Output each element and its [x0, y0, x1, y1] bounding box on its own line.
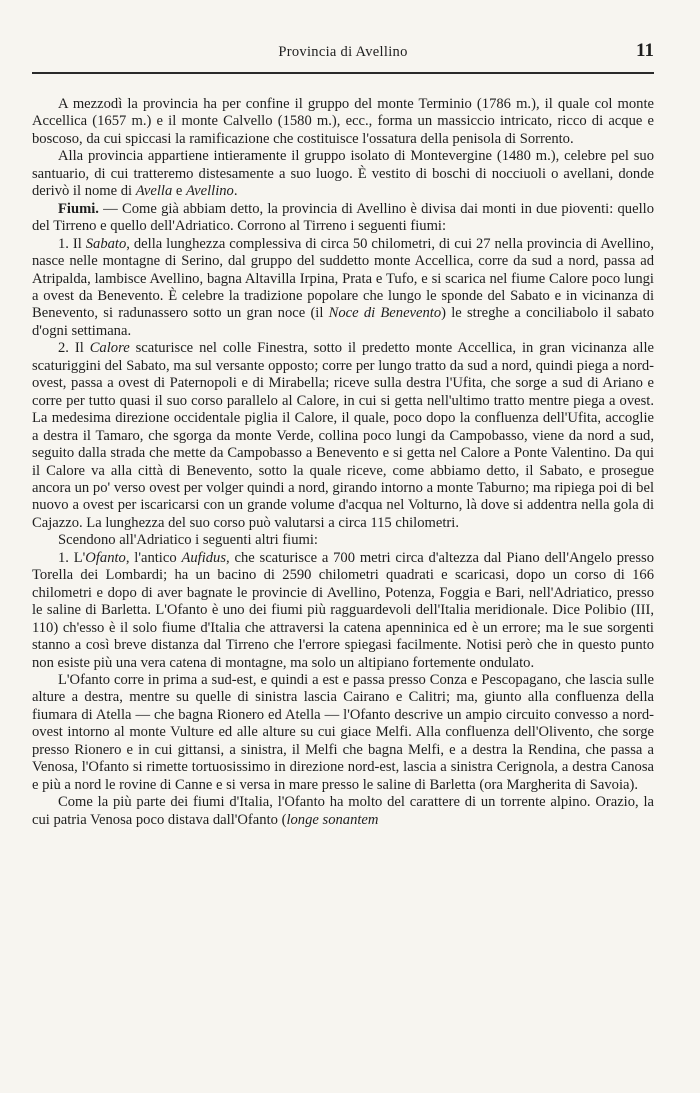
paragraph-text: 1. L' — [58, 549, 86, 566]
italic-term: Avellino — [186, 183, 234, 200]
paragraph-text: A mezzodì la provincia ha per confine il gruppo del monte Terminio (1786 m.), il quale col monte Accellica (1657 m.) e il monte Calvello (1580 m.), ecc., forma un massiccio intricato, ricco di acque e boscoso, da cui spiccasi la ramificazione che costituisce l'ossatura della penisola di Sorrento. — [32, 96, 654, 147]
italic-term: Aufidus — [181, 549, 227, 566]
page-body — [32, 96, 654, 829]
running-title: Provincia di Avellino — [278, 44, 408, 60]
paragraph-text: 2. Il — [58, 340, 90, 357]
paragraph-text: . — [233, 183, 238, 200]
italic-term: Calore — [89, 340, 130, 357]
paragraph-text: ) le streghe a conciliabolo il sabato d'ogni settimana. — [32, 305, 654, 339]
paragraph-text: Alla provincia appartiene intieramente il gruppo isolato di Montevergine (1480 m.), celebre pel suo santuario, di cui tratteremo distesamente a suo luogo. È vestito di boschi di nocciuoli o avellani, donde derivò il nome di — [32, 148, 654, 200]
paragraph-text: , l'antico — [125, 549, 182, 566]
italic-term: longe sonantem — [286, 811, 379, 828]
italic-term: Avella — [135, 183, 173, 200]
paragraph-montevergine — [32, 148, 654, 200]
paragraph-adriatico — [32, 532, 654, 549]
paragraph-fiumi — [32, 201, 654, 236]
paragraph-text: 1. Il — [58, 235, 86, 252]
paragraph-sabato — [32, 236, 654, 341]
paragraph-text: scaturisce nel colle Finestra, sotto il predetto monte Accellica, in gran vicinanza alle scaturiggini del Sabato, ma sul versante opposto; corre per lungo tratto da sud a nord, quindi piega a nord-ovest, passa a ovest di Paternopoli e di Mirabella; riceve sulla destra l'Ufita, che sorge a sud di Ariano e corre per tutto quasi il suo corso parallelo al Calore, in cui si getta nell'ultimo tratto mentre piega a ovest. La medesima direzione occidentale piglia il Calore, il quale, poco dopo la confluenza dell'Ufita, accoglie a destra il Tamaro, che sgorga da monte Verde, collina poco lungi da Campobasso, viene da nord a sud, seguito dalla strada che mette da Campobasso a Benevento e si getta nel Calore a Ponte Valentino. Da qui il Calore va alla città di Benevento, sotto la quale riceve, come abbiamo detto, il Sabato, e prosegue ancora un po' verso ovest per volger quindi a nord, girando intorno a monte Taburno; ma ripiega poi di bel nuovo a ovest per iscaricarsi con un grande volume d'acqua nel Volturno, là dove si addentra nella gola di Cajazzo. La lunghezza del suo corso può valutarsi a circa 115 chilometri. — [32, 340, 654, 531]
paragraph-text: Scendono all'Adriatico i seguenti altri fiumi: — [58, 532, 318, 549]
paragraph-ofanto-course — [32, 672, 654, 794]
paragraph-text: — Come già abbiam detto, la provincia di Avellino è divisa dai monti in due pioventi: quello del Tirreno e quello dell'Adriatico. Corrono al Tirreno i seguenti fiumi: — [32, 200, 654, 235]
paragraph-ofanto — [32, 550, 654, 672]
section-heading: Fiumi. — [58, 200, 99, 217]
paragraph-terminio — [32, 96, 654, 148]
paragraph-text: L'Ofanto corre in prima a sud-est, e quindi a est e passa presso Conza e Pescopagano, che lascia sulle alture a destra, mentre su quelle di sinistra lascia Cairano e Calitri; ma, giunto alla confluenza della fiumara di Atella — che bagna Rionero ed Atella — l'Ofanto descrive un ampio circuito convesso a nord-ovest intorno al monte Vulture ed alle alture su cui giace Melfi. Alla confluenza dell'Olivento, che sorge presso Rionero e in cui gittansi, a sinistra, il Melfi che bagna Melfi, e a destra la Rendina, che passa a Venosa, l'Ofanto si rimette tortuosissimo in direzione nord-est, lascia a sinistra Cerignola, a destra Canosa e più a nord le rovine di Canne e si versa in mare presso le saline di Barletta (ora Margherita di Savoia). — [32, 671, 654, 793]
paragraph-text: e — [172, 183, 187, 200]
paragraph-text: , che scaturisce a 700 metri circa d'altezza dal Piano dell'Angelo presso Torella dei Lombardi; ha un bacino di 2590 chilometri quadrati e scaricasi, dopo un corso di 166 chilometri e dopo di aver bagnate le provincie di Avellino, Potenza, Foggia e Bari, nell'Adriatico, presso le saline di Barletta. L'Ofanto è uno dei fiumi più ragguardevoli dell'Italia meridionale. Dice Polibio (III, 110) ch'esso è il solo fiume d'Italia che attraversi la catena apenninica ed è un errore; ma le sue sorgenti stanno a così breve distanza dal Tirreno che l'errore spiegasi facilmente. Notisi però che in questo punto non esiste più una vera catena di montagne, ma solo un altipiano fortemente ondulato. — [32, 549, 655, 671]
paragraph-text: Come la più parte dei fiumi d'Italia, l'Ofanto ha molto del carattere di un torrente alpino. Orazio, la cui patria Venosa poco distava dall'Ofanto ( — [32, 794, 654, 828]
italic-term: Sabato — [85, 235, 127, 252]
paragraph-text: , della lunghezza complessiva di circa 50 chilometri, di cui 27 nella provincia di Avellino, nasce nelle montagne di Serino, dal gruppo del suddetto monte Accellica, corre da sud a nord, passa ad Atripalda, lambisce Avellino, bagna Altavilla Irpina, Prata e Tufo, e si scarica nel fiume Calore poco lungi a ovest da Benevento. È celebre la tradizione popolare che lungo le sponde del Sabato e in vicinanza di Benevento, si radunassero sotto un gran noce (il — [32, 235, 654, 322]
paragraph-ofanto-torrent — [32, 794, 654, 829]
paragraph-calore — [32, 340, 654, 532]
page-header — [32, 38, 654, 74]
italic-term: Ofanto — [85, 549, 126, 566]
page-number: 11 — [636, 40, 654, 61]
italic-term: Noce di Benevento — [328, 305, 442, 322]
